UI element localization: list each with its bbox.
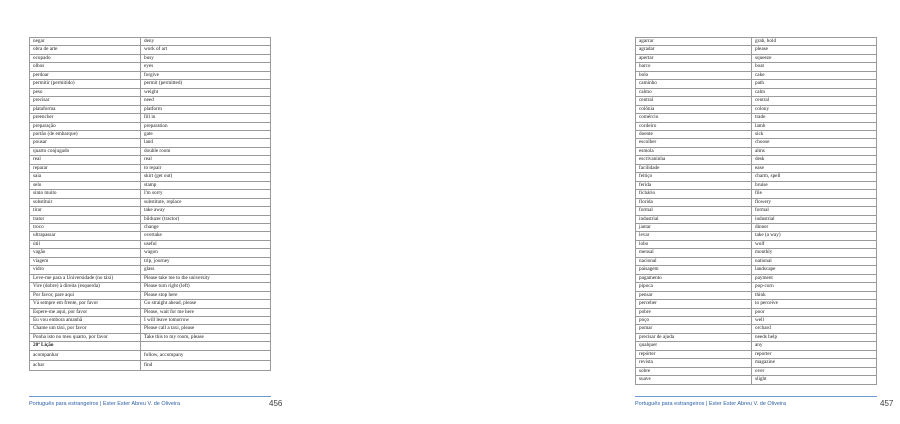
- english-term: eyes: [141, 63, 271, 71]
- portuguese-term: pagamento: [636, 274, 752, 282]
- section-row: [30, 342, 271, 350]
- english-term: to repair: [141, 164, 271, 172]
- portuguese-term: repórter: [636, 350, 752, 358]
- english-term: grab, hold: [752, 38, 877, 46]
- table-row: [636, 376, 877, 384]
- portuguese-term: pipoca: [636, 283, 752, 291]
- english-term: forgive: [141, 71, 271, 79]
- portuguese-term: facilidade: [636, 164, 752, 172]
- portuguese-term: escolher: [636, 139, 752, 147]
- english-term: Please call a taxi, please: [141, 325, 271, 333]
- table-row: [636, 114, 877, 122]
- portuguese-term: ferida: [636, 181, 752, 189]
- portuguese-term: poço: [636, 316, 752, 324]
- table-row: [30, 360, 271, 370]
- portuguese-term: saia: [30, 173, 141, 181]
- english-term: overtake: [141, 232, 271, 240]
- english-term: bruise: [752, 181, 877, 189]
- portuguese-term: ultrapassar: [30, 232, 141, 240]
- english-term: gate: [141, 130, 271, 138]
- portuguese-term: revista: [636, 359, 752, 367]
- english-term: find: [141, 360, 271, 370]
- table-row: [636, 139, 877, 147]
- table-row: [636, 308, 877, 316]
- portuguese-term: vagão: [30, 249, 141, 257]
- portuguese-term: jantar: [636, 223, 752, 231]
- english-term: I will leave tomorrow: [141, 316, 271, 324]
- english-term: wagon: [141, 249, 271, 257]
- table-row: [636, 46, 877, 54]
- english-term: wolf: [752, 240, 877, 248]
- portuguese-term: olhos: [30, 63, 141, 71]
- table-row: [30, 283, 271, 291]
- portuguese-term: bolo: [636, 71, 752, 79]
- english-term: well: [752, 316, 877, 324]
- table-row: [30, 198, 271, 206]
- table-row: [30, 181, 271, 189]
- table-row: [30, 274, 271, 282]
- table-row: [30, 114, 271, 122]
- table-row: [636, 325, 877, 333]
- english-term: work of art: [141, 46, 271, 54]
- table-row: [636, 223, 877, 231]
- portuguese-term: perceber: [636, 300, 752, 308]
- english-term: Take this to my room, please: [141, 333, 271, 341]
- english-term: trip, journey: [141, 257, 271, 265]
- table-row: [30, 333, 271, 341]
- portuguese-term: agradar: [636, 46, 752, 54]
- table-row: [30, 249, 271, 257]
- english-term: poor: [752, 308, 877, 316]
- portuguese-term: feitiço: [636, 173, 752, 181]
- portuguese-term: peso: [30, 88, 141, 96]
- portuguese-term: selo: [30, 181, 141, 189]
- page-number: 456: [269, 399, 283, 408]
- table-row: [636, 147, 877, 155]
- english-term: industrial: [752, 215, 877, 223]
- table-row: [30, 97, 271, 105]
- table-row: [636, 80, 877, 88]
- table-row: [30, 223, 271, 231]
- english-term: deny: [141, 38, 271, 46]
- portuguese-term: suave: [636, 376, 752, 384]
- table-row: [30, 325, 271, 333]
- english-term: charm, spell: [752, 173, 877, 181]
- portuguese-term: escrivaninha: [636, 156, 752, 164]
- portuguese-term: Espere-me aqui, por favor: [30, 308, 141, 316]
- table-row: [30, 240, 271, 248]
- english-term: permit (permitted): [141, 80, 271, 88]
- portuguese-term: Chame um táxi, por favor: [30, 325, 141, 333]
- portuguese-term: fichário: [636, 190, 752, 198]
- english-term: stamp: [141, 181, 271, 189]
- portuguese-term: lobo: [636, 240, 752, 248]
- table-row: [30, 257, 271, 265]
- table-row: [636, 342, 877, 350]
- footer-rule: [29, 396, 271, 397]
- portuguese-term: obra de arte: [30, 46, 141, 54]
- table-row: [636, 350, 877, 358]
- portuguese-term: caminho: [636, 80, 752, 88]
- portuguese-term: Eu vou embora amanhã: [30, 316, 141, 324]
- table-row: [636, 63, 877, 71]
- portuguese-term: industrial: [636, 215, 752, 223]
- english-term: flowery: [752, 198, 877, 206]
- table-row: [636, 207, 877, 215]
- english-term: bilduzer (tractor): [141, 215, 271, 223]
- table-row: [636, 257, 877, 265]
- english-term: to perceive: [752, 300, 877, 308]
- left-page: [0, 0, 300, 424]
- portuguese-term: vidro: [30, 266, 141, 274]
- table-row: [30, 54, 271, 62]
- section-title: 20ª Lição: [30, 342, 141, 350]
- english-term: desk: [752, 156, 877, 164]
- page-footer-left: [29, 396, 300, 410]
- table-row: [636, 274, 877, 282]
- table-row: [636, 316, 877, 324]
- table-row: [30, 173, 271, 181]
- table-row: [636, 88, 877, 96]
- page-footer-right: [635, 396, 900, 410]
- english-term: calm: [752, 88, 877, 96]
- table-row: [636, 122, 877, 130]
- portuguese-term: viagem: [30, 257, 141, 265]
- table-row: [636, 71, 877, 79]
- table-row: [30, 130, 271, 138]
- english-term: change: [141, 223, 271, 231]
- english-term: follow, accompany: [141, 350, 271, 360]
- table-row: [636, 164, 877, 172]
- table-row: [30, 300, 271, 308]
- portuguese-term: precisar: [30, 97, 141, 105]
- portuguese-term: ocupado: [30, 54, 141, 62]
- table-row: [636, 190, 877, 198]
- table-row: [636, 181, 877, 189]
- portuguese-term: nacional: [636, 257, 752, 265]
- portuguese-term: preparação: [30, 122, 141, 130]
- portuguese-term: pensar: [636, 291, 752, 299]
- english-term: Please, wait for me here: [141, 308, 271, 316]
- table-row: [30, 71, 271, 79]
- english-term: substitute, replace: [141, 198, 271, 206]
- english-term: fill in: [141, 114, 271, 122]
- english-term: platform: [141, 105, 271, 113]
- footer-text: Português para estrangeiros | Ester Ester Abreu V. de Oliveira: [29, 401, 181, 407]
- portuguese-term: negar: [30, 38, 141, 46]
- english-term: trade: [752, 114, 877, 122]
- table-row: [30, 46, 271, 54]
- portuguese-term: Por favor, pare aqui: [30, 291, 141, 299]
- portuguese-term: reparar: [30, 164, 141, 172]
- portuguese-term: pousar: [30, 139, 141, 147]
- table-row: [30, 190, 271, 198]
- table-row: [636, 367, 877, 375]
- section-empty-cell: [141, 342, 271, 350]
- english-term: alms: [752, 147, 877, 155]
- portuguese-term: plataforma: [30, 105, 141, 113]
- table-row: [636, 283, 877, 291]
- portuguese-term: permitir (permitido): [30, 80, 141, 88]
- table-row: [636, 359, 877, 367]
- portuguese-term: calmo: [636, 88, 752, 96]
- portuguese-term: quarto conjugado: [30, 147, 141, 155]
- table-row: [30, 38, 271, 46]
- table-row: [30, 139, 271, 147]
- footer-rule: [635, 396, 877, 397]
- portuguese-term: cordeiro: [636, 122, 752, 130]
- portuguese-term: pomar: [636, 325, 752, 333]
- table-row: [30, 308, 271, 316]
- table-row: [30, 291, 271, 299]
- portuguese-term: real: [30, 156, 141, 164]
- portuguese-term: formal: [636, 207, 752, 215]
- english-term: Please stop here: [141, 291, 271, 299]
- english-term: colony: [752, 105, 877, 113]
- portuguese-term: substituir: [30, 198, 141, 206]
- portuguese-term: agarrar: [636, 38, 752, 46]
- english-term: please: [752, 46, 877, 54]
- table-row: [30, 266, 271, 274]
- english-term: orchard: [752, 325, 877, 333]
- portuguese-term: pobre: [636, 308, 752, 316]
- table-row: [30, 232, 271, 240]
- portuguese-term: perdoar: [30, 71, 141, 79]
- english-term: busy: [141, 54, 271, 62]
- portuguese-term: troco: [30, 223, 141, 231]
- english-term: think: [752, 291, 877, 299]
- table-row: [636, 300, 877, 308]
- english-term: take (a way): [752, 232, 877, 240]
- english-term: I'm sorry: [141, 190, 271, 198]
- table-row: [30, 164, 271, 172]
- portuguese-term: doente: [636, 130, 752, 138]
- portuguese-term: trator: [30, 215, 141, 223]
- english-term: file: [752, 190, 877, 198]
- english-term: any: [752, 342, 877, 350]
- table-row: [30, 63, 271, 71]
- portuguese-term: central: [636, 97, 752, 105]
- table-row: [636, 97, 877, 105]
- english-term: landscape: [752, 266, 877, 274]
- table-row: [30, 207, 271, 215]
- portuguese-term: Vire (dobre) à direita (esquerda): [30, 283, 141, 291]
- english-term: double room: [141, 147, 271, 155]
- english-term: sick: [752, 130, 877, 138]
- english-term: needs help: [752, 333, 877, 341]
- english-term: central: [752, 97, 877, 105]
- table-row: [30, 122, 271, 130]
- table-row: [636, 54, 877, 62]
- english-term: formal: [752, 207, 877, 215]
- english-term: preparation: [141, 122, 271, 130]
- portuguese-term: precisar de ajuda: [636, 333, 752, 341]
- portuguese-term: tirar: [30, 207, 141, 215]
- english-term: cake: [752, 71, 877, 79]
- portuguese-term: Vá sempre em frente, por favor: [30, 300, 141, 308]
- footer-text: Português para estrangeiros | Ester Ester Abreu V. de Oliveira: [635, 401, 787, 407]
- portuguese-term: esmola: [636, 147, 752, 155]
- english-term: need: [141, 97, 271, 105]
- table-row: [30, 316, 271, 324]
- table-row: [636, 291, 877, 299]
- table-row: [636, 249, 877, 257]
- english-term: real: [141, 156, 271, 164]
- english-term: land: [141, 139, 271, 147]
- english-term: glass: [141, 266, 271, 274]
- english-term: lamb: [752, 122, 877, 130]
- portuguese-term: qualquer: [636, 342, 752, 350]
- english-term: over: [752, 367, 877, 375]
- portuguese-term: apertar: [636, 54, 752, 62]
- english-term: magazine: [752, 359, 877, 367]
- portuguese-term: acompanhar: [30, 350, 141, 360]
- portuguese-term: achar: [30, 360, 141, 370]
- portuguese-term: florida: [636, 198, 752, 206]
- english-term: Go straight ahead, please: [141, 300, 271, 308]
- table-row: [636, 215, 877, 223]
- english-term: dinner: [752, 223, 877, 231]
- english-term: choose: [752, 139, 877, 147]
- portuguese-term: comércio: [636, 114, 752, 122]
- english-term: useful: [141, 240, 271, 248]
- portuguese-term: Ponha isto no meu quarto, por favor: [30, 333, 141, 341]
- table-row: [636, 130, 877, 138]
- portuguese-term: colônia: [636, 105, 752, 113]
- table-row: [30, 88, 271, 96]
- table-row: [636, 266, 877, 274]
- english-term: squeeze: [752, 54, 877, 62]
- portuguese-term: sobre: [636, 367, 752, 375]
- english-term: national: [752, 257, 877, 265]
- english-term: Please turn right (left): [141, 283, 271, 291]
- table-row: [30, 156, 271, 164]
- english-term: Please take me to the university: [141, 274, 271, 282]
- english-term: payment: [752, 274, 877, 282]
- table-row: [636, 232, 877, 240]
- portuguese-term: Leve-me para a Universidade (no táxi): [30, 274, 141, 282]
- table-row: [636, 240, 877, 248]
- portuguese-term: levar: [636, 232, 752, 240]
- portuguese-term: portão (de embarque): [30, 130, 141, 138]
- vocabulary-table-left: [29, 37, 271, 371]
- english-term: weight: [141, 88, 271, 96]
- english-term: monthly: [752, 249, 877, 257]
- portuguese-term: preencher: [30, 114, 141, 122]
- vocabulary-table-right: [635, 37, 877, 385]
- english-term: slight: [752, 376, 877, 384]
- table-row: [30, 215, 271, 223]
- portuguese-term: sinto muito: [30, 190, 141, 198]
- english-term: pop-corn: [752, 283, 877, 291]
- portuguese-term: barco: [636, 63, 752, 71]
- english-term: boat: [752, 63, 877, 71]
- portuguese-term: paisagem: [636, 266, 752, 274]
- english-term: path: [752, 80, 877, 88]
- english-term: reporter: [752, 350, 877, 358]
- page-number: 457: [880, 399, 894, 408]
- table-row: [636, 173, 877, 181]
- right-page: [300, 0, 894, 424]
- table-row: [636, 156, 877, 164]
- table-row: [30, 147, 271, 155]
- table-row: [636, 198, 877, 206]
- table-row: [636, 333, 877, 341]
- table-row: [636, 38, 877, 46]
- english-term: take away: [141, 207, 271, 215]
- table-row: [30, 80, 271, 88]
- english-term: ease: [752, 164, 877, 172]
- table-row: [30, 350, 271, 360]
- portuguese-term: mensal: [636, 249, 752, 257]
- table-row: [636, 105, 877, 113]
- table-row: [30, 105, 271, 113]
- english-term: skirt (get out): [141, 173, 271, 181]
- portuguese-term: útil: [30, 240, 141, 248]
